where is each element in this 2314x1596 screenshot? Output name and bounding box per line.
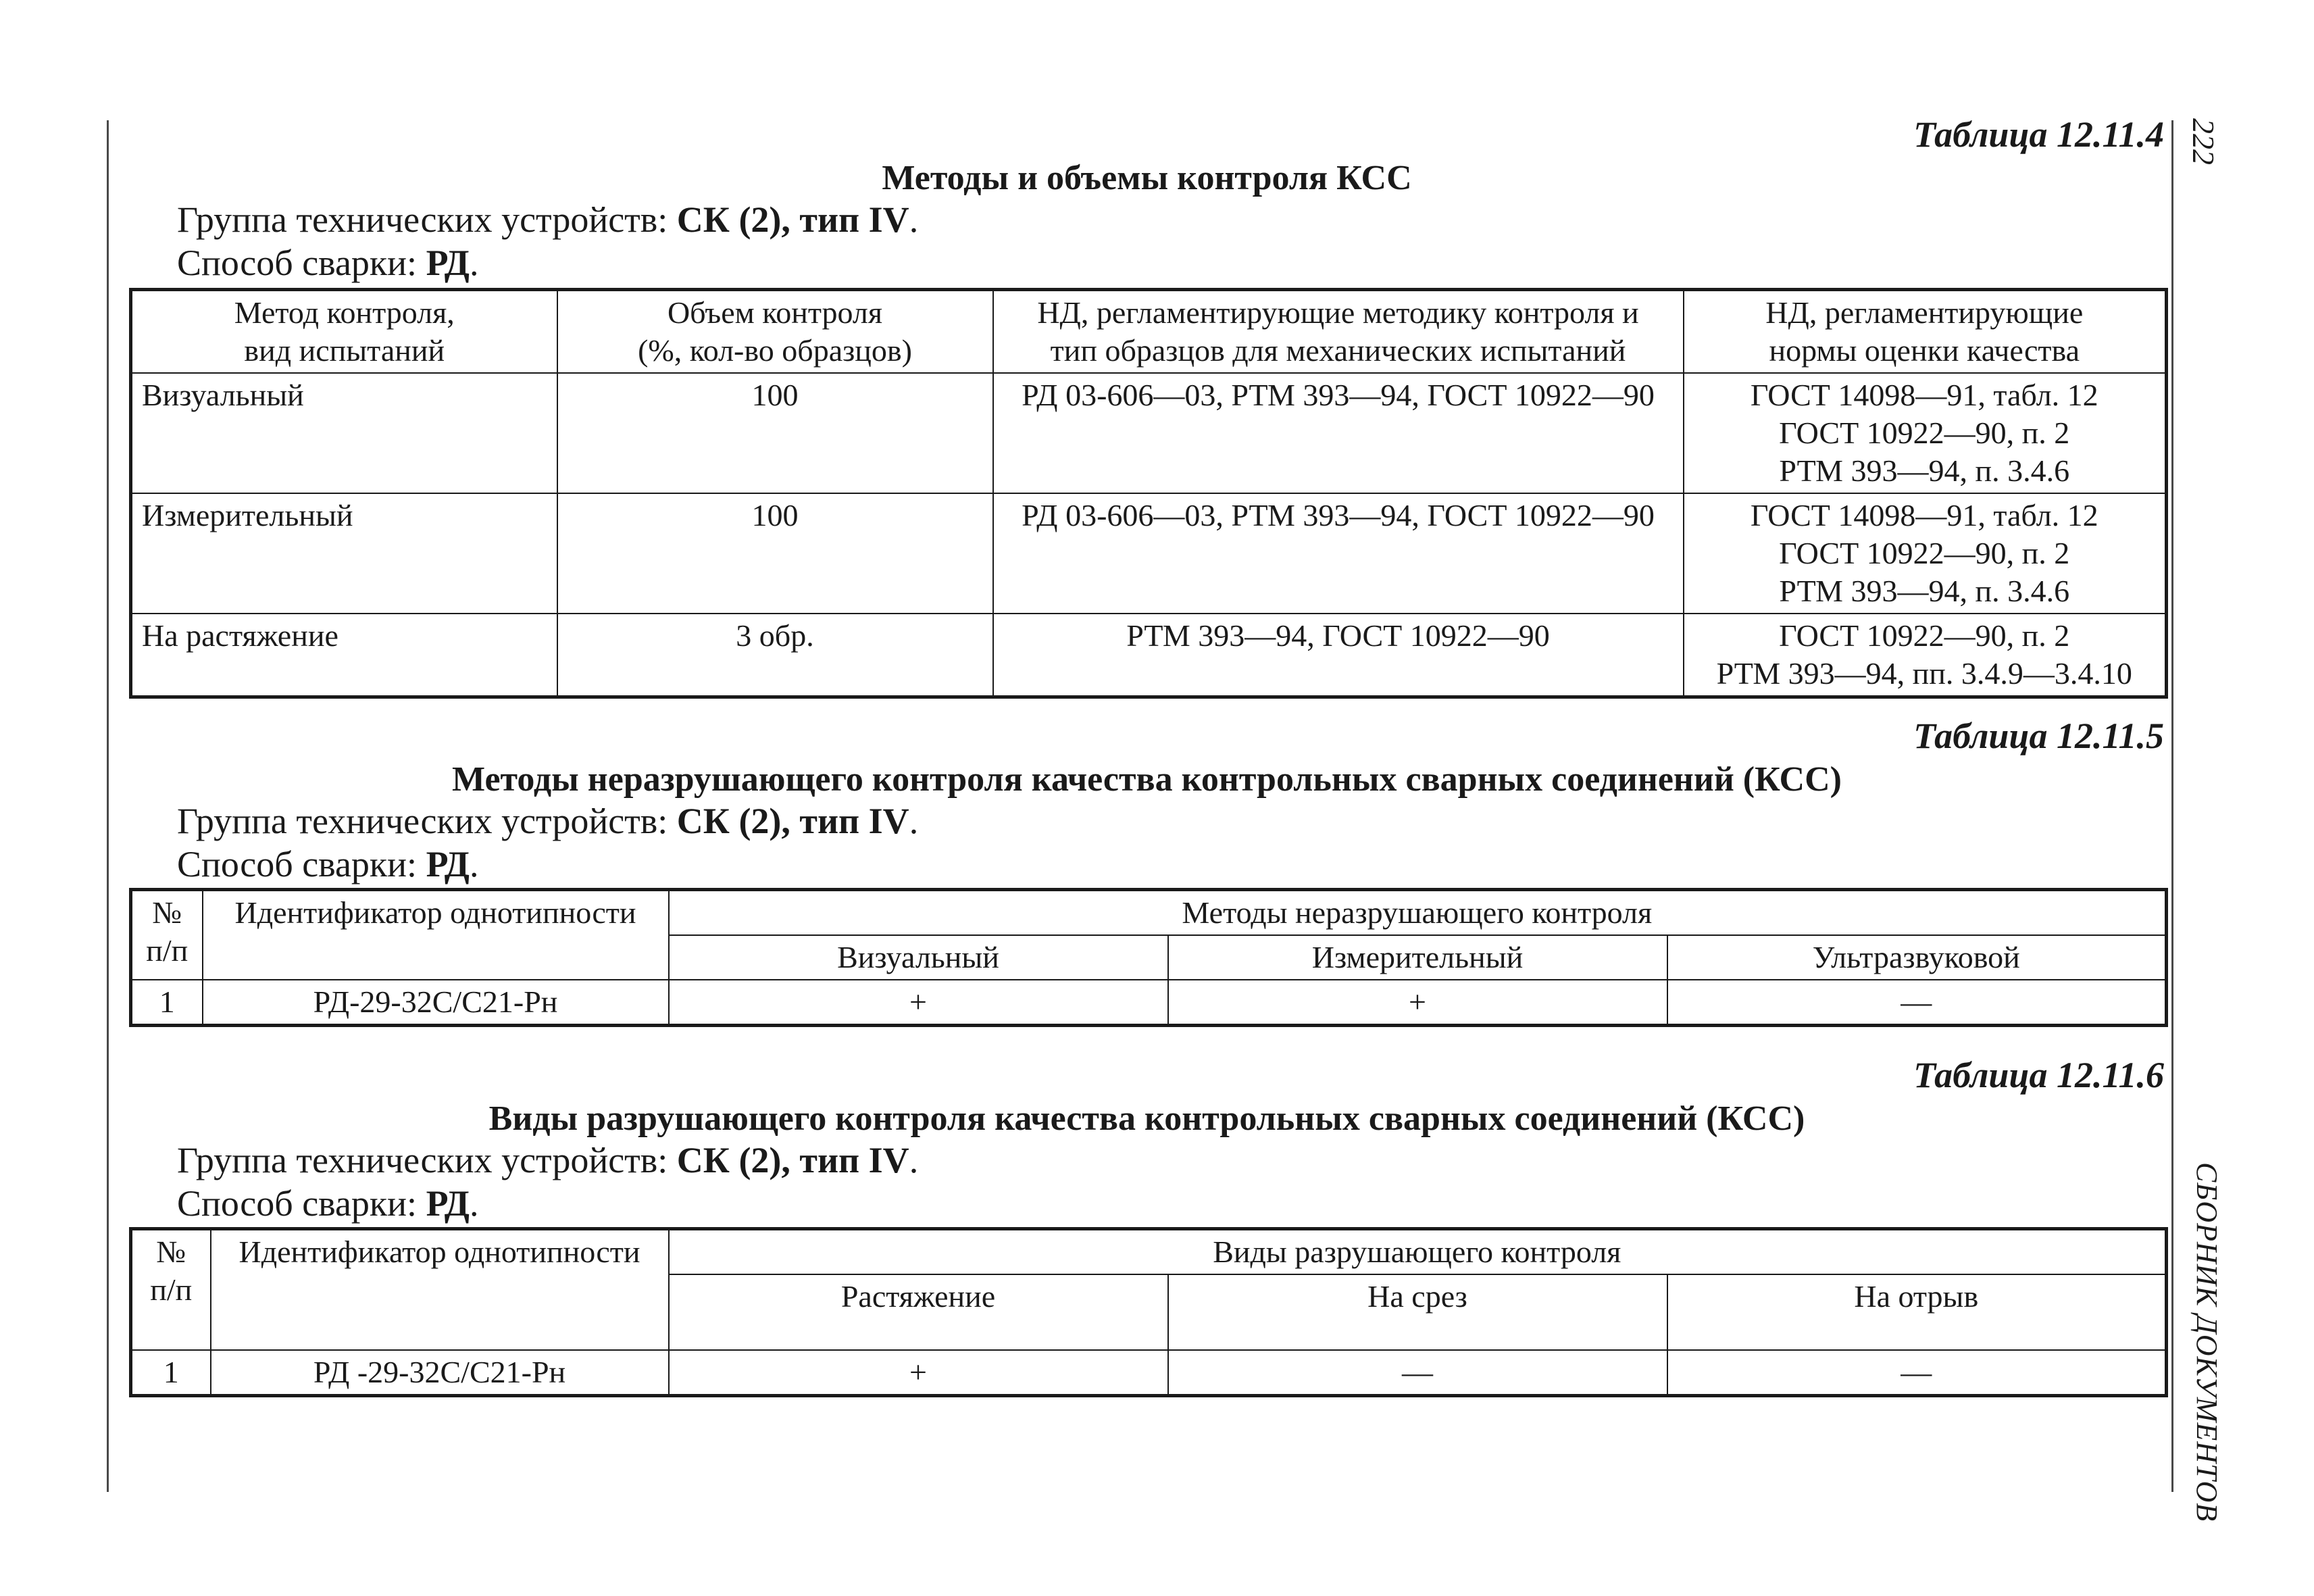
table3-welding-line: Способ сварки: РД.	[177, 1183, 479, 1224]
method-cell: Измерительный	[131, 493, 557, 614]
table-row	[131, 493, 2167, 614]
left-margin-line	[107, 120, 109, 1492]
value-cell: +	[1168, 980, 1667, 1026]
group-label: Группа технических устройств:	[177, 199, 677, 240]
value-cell: —	[1667, 980, 2167, 1026]
volume-cell: 100	[557, 493, 993, 614]
group-label: Группа технических устройств:	[177, 801, 677, 841]
volume-cell: 100	[557, 373, 993, 493]
num-cell: 1	[131, 1350, 211, 1396]
num-cell: 1	[131, 980, 203, 1026]
right-margin-line	[2171, 120, 2173, 1492]
sub-header: Визуальный	[669, 935, 1168, 980]
table3-header-row	[131, 1229, 2167, 1275]
table3-title: Виды разрушающего контроля качества контрольных сварных соединений (КСС)	[488, 1099, 1805, 1138]
id-cell: РД -29-32С/С21-Рн	[211, 1350, 669, 1396]
num-header: № п/п	[131, 1229, 211, 1351]
table2-title: Методы неразрушающего контроля качества контрольных сварных соединений (КСС)	[452, 760, 1842, 799]
table2	[129, 888, 2168, 1027]
table1-group-line: Группа технических устройств: СК (2), тип IV.	[177, 199, 919, 240]
page-number: 222	[2186, 118, 2221, 165]
value-cell: +	[669, 1350, 1168, 1396]
table-row	[131, 373, 2167, 493]
table1-caption: Таблица 12.11.4	[1913, 114, 2164, 155]
book-title: СБОРНИК ДОКУМЕНТОВ	[2190, 1162, 2223, 1522]
table2-caption: Таблица 12.11.5	[1913, 716, 2164, 756]
table-row	[131, 980, 2167, 1026]
value-cell: —	[1168, 1350, 1667, 1396]
table1-title: Методы и объемы контроля КСС	[882, 159, 1412, 197]
sub-header: На срез	[1168, 1274, 1667, 1350]
group-value: СК (2), тип IV	[676, 1140, 909, 1180]
table2-header-row	[131, 890, 2167, 936]
table-row	[131, 1350, 2167, 1396]
id-header: Идентификатор однотипности	[211, 1229, 669, 1351]
nd-norms-cell: ГОСТ 14098—91, табл. 12 ГОСТ 10922—90, п. 2 РТМ 393—94, п. 3.4.6	[1684, 373, 2167, 493]
group-header: Методы неразрушающего контроля	[669, 890, 2167, 936]
header-cell: НД, регламентирующие методику контроля и тип образцов для механических испытаний	[993, 290, 1684, 374]
table2-group-line: Группа технических устройств: СК (2), тип IV.	[177, 801, 919, 841]
welding-label: Способ сварки:	[177, 1183, 426, 1224]
header-cell: Метод контроля, вид испытаний	[131, 290, 557, 374]
nd-method-cell: РД 03-606—03, РТМ 393—94, ГОСТ 10922—90	[993, 493, 1684, 614]
sub-header: На отрыв	[1667, 1274, 2167, 1350]
table3	[129, 1227, 2168, 1397]
sub-header: Ультразвуковой	[1667, 935, 2167, 980]
welding-value: РД	[426, 844, 470, 884]
welding-value: РД	[426, 243, 470, 283]
sub-header: Измерительный	[1168, 935, 1667, 980]
num-header: № п/п	[131, 890, 203, 980]
header-cell: Объем контроля (%, кол-во образцов)	[557, 290, 993, 374]
group-label: Группа технических устройств:	[177, 1140, 677, 1180]
table1-header-row	[131, 290, 2167, 374]
method-cell: Визуальный	[131, 373, 557, 493]
nd-method-cell: РТМ 393—94, ГОСТ 10922—90	[993, 614, 1684, 697]
nd-method-cell: РД 03-606—03, РТМ 393—94, ГОСТ 10922—90	[993, 373, 1684, 493]
volume-cell: 3 обр.	[557, 614, 993, 697]
nd-norms-cell: ГОСТ 10922—90, п. 2 РТМ 393—94, пп. 3.4.9—3.4.10	[1684, 614, 2167, 697]
value-cell: +	[669, 980, 1168, 1026]
table3-group-line: Группа технических устройств: СК (2), тип IV.	[177, 1140, 919, 1180]
welding-label: Способ сварки:	[177, 243, 426, 283]
value-cell: —	[1667, 1350, 2167, 1396]
welding-label: Способ сварки:	[177, 844, 426, 884]
method-cell: На растяжение	[131, 614, 557, 697]
table1-welding-line: Способ сварки: РД.	[177, 243, 479, 283]
group-value: СК (2), тип IV	[676, 199, 909, 240]
header-cell: НД, регламентирующие нормы оценки качества	[1684, 290, 2167, 374]
id-cell: РД-29-32С/С21-Рн	[203, 980, 669, 1026]
welding-value: РД	[426, 1183, 470, 1224]
id-header: Идентификатор однотипности	[203, 890, 669, 980]
table1	[129, 288, 2168, 699]
table3-caption: Таблица 12.11.6	[1913, 1055, 2164, 1095]
table-row	[131, 614, 2167, 697]
table2-welding-line: Способ сварки: РД.	[177, 844, 479, 884]
group-header: Виды разрушающего контроля	[669, 1229, 2167, 1275]
nd-norms-cell: ГОСТ 14098—91, табл. 12 ГОСТ 10922—90, п. 2 РТМ 393—94, п. 3.4.6	[1684, 493, 2167, 614]
group-value: СК (2), тип IV	[676, 801, 909, 841]
sub-header: Растяжение	[669, 1274, 1168, 1350]
